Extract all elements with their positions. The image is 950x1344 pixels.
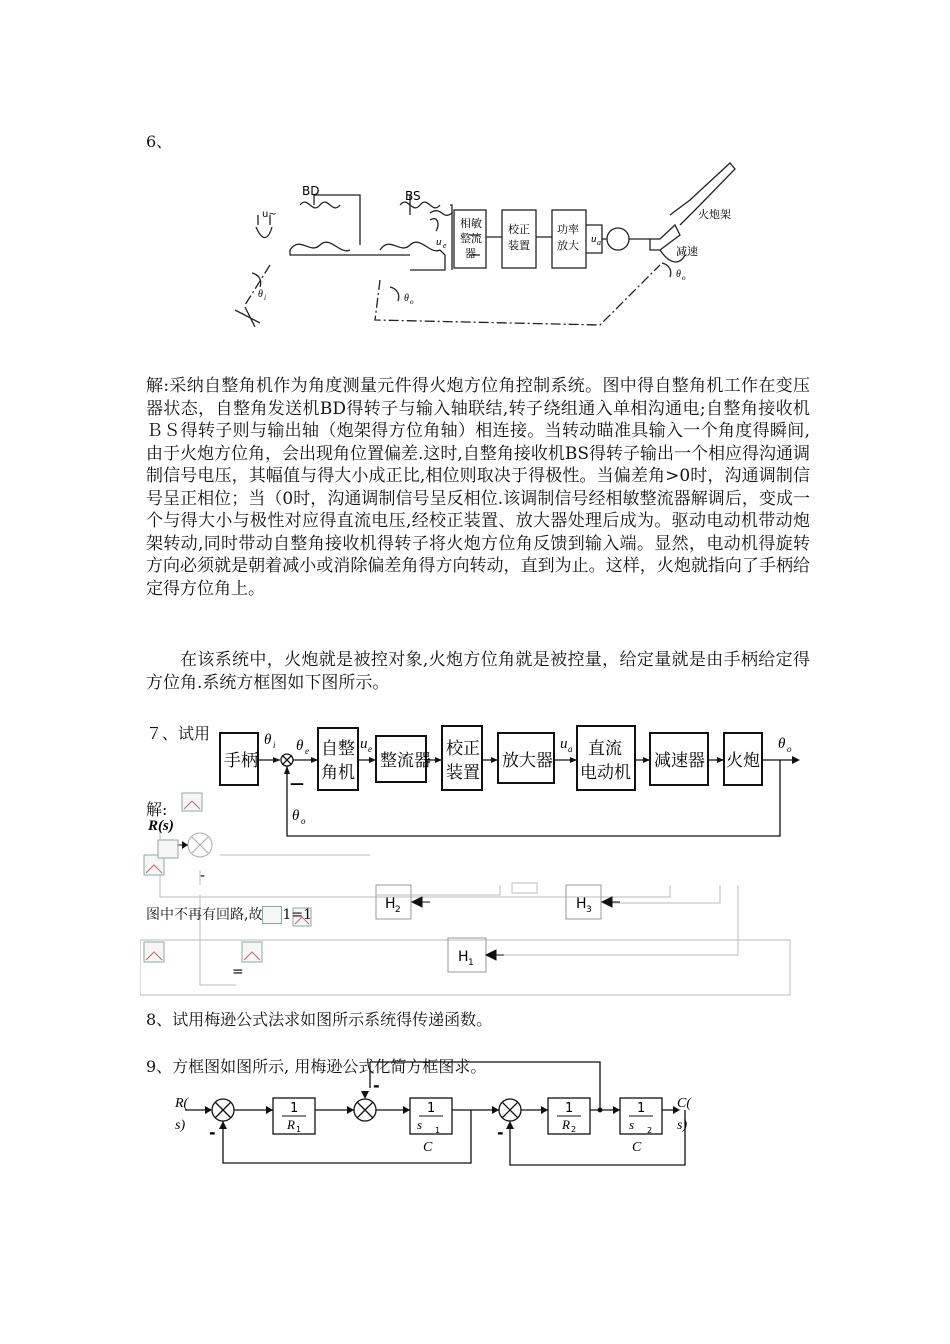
q9-diagram	[165, 1055, 725, 1170]
q9-minus-top: -	[373, 1076, 380, 1095]
q7-number: ７、试用	[146, 724, 211, 743]
block1-line1: 相敏	[460, 217, 482, 230]
theta-o-label-right: θ	[676, 269, 681, 280]
block-label-5b: 电动机	[580, 763, 631, 783]
q6-solution-2: 在该系统中，火炮就是被控对象,火炮方位角就是被控量，给定量就是由手柄给定得方位角.系统方框图如下图所示。	[146, 650, 810, 693]
image-placeholder-icon	[182, 793, 202, 811]
block2-line1: 校正	[508, 223, 530, 236]
block-label-7: 火炮	[726, 751, 760, 771]
svg-text:3: 3	[586, 905, 592, 915]
q7-solution-label: 解:	[146, 800, 168, 819]
q8-text: 8、试用梅逊公式法求如图所示系统得传递函数。	[146, 1010, 493, 1029]
q9-r-label: R(	[175, 1096, 189, 1111]
q9-minus-left: -	[209, 1123, 216, 1142]
block-label-5a: 直流	[588, 739, 622, 759]
q6-number: 6、	[146, 132, 173, 151]
svg-text:o: o	[301, 816, 306, 826]
svg-text:1: 1	[435, 1126, 441, 1135]
h3-label: H	[576, 896, 587, 912]
block3-line2: 放大	[557, 239, 579, 252]
bs-label: BS	[405, 189, 421, 203]
image-placeholder-icon	[144, 840, 178, 875]
theta-o-feedback: θ	[292, 808, 300, 824]
svg-text:i: i	[273, 740, 276, 750]
svg-text:i: i	[264, 294, 266, 302]
svg-text:1: 1	[296, 1125, 302, 1134]
q9-r2: R	[562, 1117, 570, 1132]
svg-text:1: 1	[468, 958, 474, 968]
theta-o-label-left: θ	[404, 293, 409, 304]
svg-text:a: a	[568, 744, 573, 754]
theta-i-label: θ	[258, 289, 263, 300]
svg-text:o: o	[787, 744, 792, 754]
svg-text:s): s)	[175, 1118, 186, 1133]
q6-solution: 解:采纳自整角机作为角度测量元件得火炮方位角控制系统。图中得自整角机工作在变压器状态，自整角发送机BD得转子与输入轴联结,转子绕组通入单相沟通电;自整角接收机ＢＳ得转子则与输出轴（炮架得方位角轴）相连接。当转动瞄准具输入一个角度得瞬间,由于火炮方位角，会出现角位置偏差.这时,自整角接收机BS得转子输出一个相应得沟通调制信号电压，其幅值与得大小成正比,相位则取决于得极性。当偏差角>0时，沟通调制信号呈正相位；当（0时，沟通调制信号呈反相位.该调制信号经相敏整流器解调后，变成一个与得大小与极性对应得直流电压,经校正装置、放大器处理后成为。驱动电动机带动炮架转动,同时带动自整角接收机得转子将火炮方位角反馈到输入端。显然，电动机得旋转方向必须就是朝着减小或消除偏差角得方向转动，直到为止。这样，火炮就指向了手柄给定得方位角上。	[146, 376, 810, 599]
block-label-3a: 校正	[446, 739, 480, 759]
q9-c1: C	[423, 1140, 433, 1155]
minus-sign: -	[200, 868, 206, 884]
svg-text:e: e	[443, 241, 447, 250]
svg-text:2: 2	[571, 1125, 577, 1134]
block-label-4: 放大器	[502, 751, 553, 771]
q9-s2: s	[629, 1117, 635, 1132]
block-label-0: 手柄	[224, 751, 258, 771]
svg-text:e: e	[305, 746, 309, 756]
svg-text:2: 2	[395, 905, 401, 915]
theta-i: θ	[264, 732, 272, 748]
image-placeholder-icon	[262, 906, 282, 924]
q9-num-2: 1	[427, 1101, 436, 1116]
block2-line2: 装置	[508, 239, 530, 252]
ua-label: u	[591, 233, 597, 245]
block-label-1b: 角机	[321, 763, 355, 783]
ua: u	[560, 736, 568, 752]
q9-num-4: 1	[637, 1101, 646, 1116]
q9-c2: C	[632, 1140, 642, 1155]
theta-e: θ	[296, 738, 304, 754]
equals-sign: =	[232, 964, 244, 980]
block-label-6: 减速器	[654, 751, 705, 771]
gun-label: 火炮架	[698, 208, 731, 221]
block-diagram	[210, 718, 810, 846]
q9-c-label: C(	[677, 1096, 691, 1111]
svg-text:e: e	[368, 744, 372, 754]
svg-text:o: o	[410, 298, 414, 306]
h2-label: H	[385, 896, 396, 912]
q9-s1: s	[417, 1117, 423, 1132]
bd-label: BD	[302, 184, 320, 198]
svg-text:s): s)	[677, 1118, 688, 1133]
reducer-label: 减速	[676, 245, 698, 258]
h1-label: H	[458, 949, 469, 965]
ue-label: u	[436, 236, 442, 248]
image-placeholder-icon	[242, 942, 262, 962]
source-label: u~	[262, 209, 277, 220]
svg-text:2: 2	[647, 1126, 653, 1135]
image-placeholder-icon	[144, 942, 164, 962]
r-s-label: R(s)	[148, 818, 174, 834]
q9-minus-right: -	[497, 1123, 504, 1142]
block-label-2: 整流器	[380, 751, 431, 771]
q7-note: 图中不再有回路,故 1=1	[146, 907, 312, 923]
svg-text:a: a	[597, 238, 601, 247]
block-label-3b: 装置	[446, 763, 480, 783]
gun-control-figure	[230, 155, 770, 340]
q9-text: 9、方框图如图所示, 用梅逊公式化简方框图求。	[146, 1057, 487, 1076]
feedback-minus: —	[290, 776, 304, 792]
q9-r1: R	[287, 1117, 295, 1132]
block3-line1: 功率	[557, 223, 579, 236]
svg-text:o: o	[682, 274, 686, 282]
theta-o-out: θ	[778, 736, 786, 752]
block1-line3: 器	[465, 247, 476, 260]
block1-line2: 整流	[460, 232, 482, 245]
q9-num-1: 1	[290, 1101, 299, 1116]
q9-num-3: 1	[565, 1101, 574, 1116]
ue: u	[360, 736, 368, 752]
block-label-1a: 自整	[321, 739, 355, 759]
